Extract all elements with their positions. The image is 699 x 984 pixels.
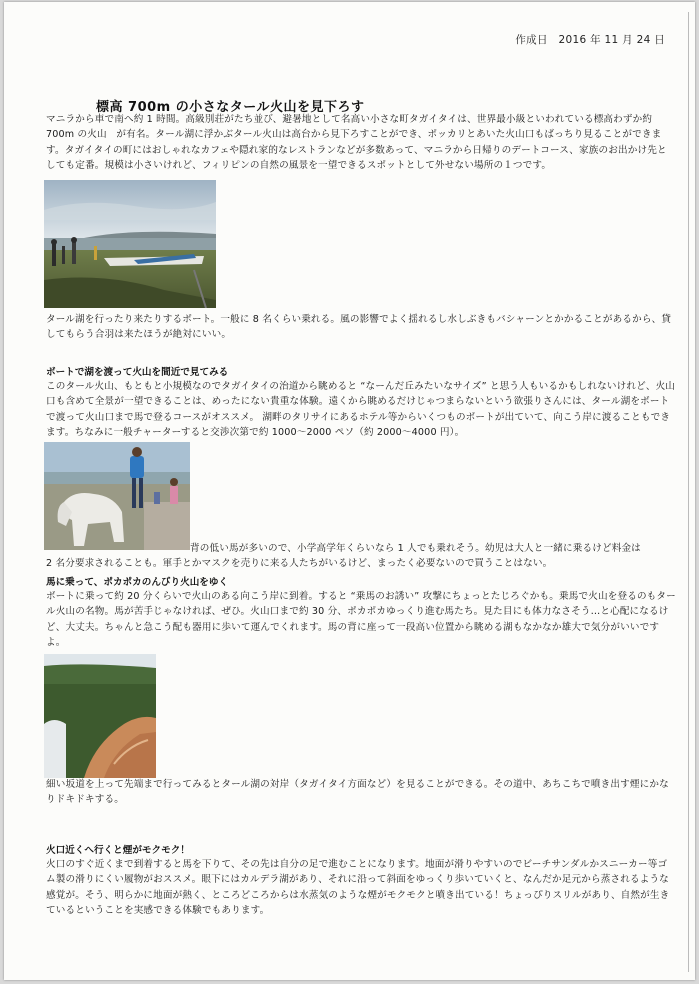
section-boat-heading: ボートで湖を渡って火山を間近で見てみる xyxy=(46,367,229,378)
section-crater-heading: 火口近くへ行くと煙がモクモク！ xyxy=(46,845,190,856)
section-horse-heading: 馬に乗って、ポカポカのんびり火山をゆく xyxy=(46,577,229,588)
crater-photo xyxy=(44,654,156,778)
document-page xyxy=(4,2,695,980)
boat-caption: タール湖を行ったり来たりするボート。一般に 8 名くらい乗れる。風の影響でよく揺れるし水しぶきもバシャーンとかかることがあるから、貸してもらう合羽は来たほうが絶対にいい。 xyxy=(46,314,672,341)
horse-photo xyxy=(44,442,190,550)
section-horse-body: ボートに乗って約 20 分くらいで火山のある向こう岸に到着。すると “乗馬のお誘い” 攻撃にちょっとたじろぐかも。乗馬で火山を登るのもタール火山の名物。馬が苦手じゃなければ、ぜひ。火山口まで約 30 分、ポカポカゆっくり進む馬たち。見た目にも体力なさそう…と心配になるけど、大丈夫。ちゃんと急こう配も器用に歩いて運んでくれます。馬の背に座って一段高い位置から眺める湖もなかなか雄大で気分がいいですよ。 xyxy=(46,591,676,648)
page-title: 標高 700m の小さなタール火山を見下ろす xyxy=(96,100,365,115)
horse-caption-inline: 背の低い馬が多いので、小学高学年くらいなら 1 人でも乗れそう。幼児は大人と一緒に乗るけど料金は xyxy=(190,543,641,554)
section-boat-body: このタール火山、もともと小規模なのでタガイタイの治道から眺めると “なーんだ丘みたいなサイズ” と思う人もいるかもしれないけれど、火山口も含めて全景が一望できることは、めったにない貴重な体験。遠くから眺めるだけじゃつまらないという欲張りさんには、タール湖をボートで渡って火山口まで馬で登るコースがオススメ。 湖畔のタリサイにあるホテル等からいくつものボートが出ていて、向こう岸に渡ることもできます。ちなみに一般チャーターすると交渉次第で約 1000〜2000 ペソ（約 2000〜4000 円）。 xyxy=(46,381,676,438)
crater-caption: 細い坂道を上って先端まで行ってみるとタール湖の対岸（タガイタイ方面など）を見ることができる。その道中、あちこちで噴き出す煙にかなりドキドキする。 xyxy=(46,779,669,806)
intro-paragraph: マニラから車で南へ約 1 時間。高級別荘がたち並び、避暑地として名高い小さな町タガイタイは、世界最小級といわれている標高わずか約 700m の火山 が有名。タール湖に浮かぶタール火山は高台から見下ろすことができ、ポッカリとあいた火山口もばっちり見ることができます。タガイタイの町にはおしゃれなカフェや隠れ家的なレストランなどが多数あって、マニラから日帰りのデートコース、家族のお出かけ先としても定番。規模は小さいけれど、フィリピンの自然の風景を一望できるスポットとして外せない場所の１つです。 xyxy=(46,114,667,171)
scan-edge xyxy=(688,12,689,972)
section-crater-body: 火口のすぐ近くまで到着すると馬を下りて、その先は自分の足で進むことになります。地面が滑りやすいのでビーチサンダルかスニーカー等ゴム製の滑りにくい履物がおススメ。眼下にはカルデラ湖があり、それに沿って斜面をゆっくり歩いていくと、なんだか足元から蒸されるような感覚が。そう、明らかに地面が熱く、ところどころからは水蒸気のような煙がモクモクと噴き出ている！ちょっぴりスリルがあり、自然が生きているということを実感できる体験でもあります。 xyxy=(46,859,670,916)
boat-photo xyxy=(44,180,216,308)
horse-caption-rest: 2 名分要求されることも。軍手とかマスクを売りに来る人たちがいるけど、まったく必要ないので買うことはない。 xyxy=(46,558,553,569)
creation-date: 作成日 2016 年 11 月 24 日 xyxy=(515,34,665,46)
